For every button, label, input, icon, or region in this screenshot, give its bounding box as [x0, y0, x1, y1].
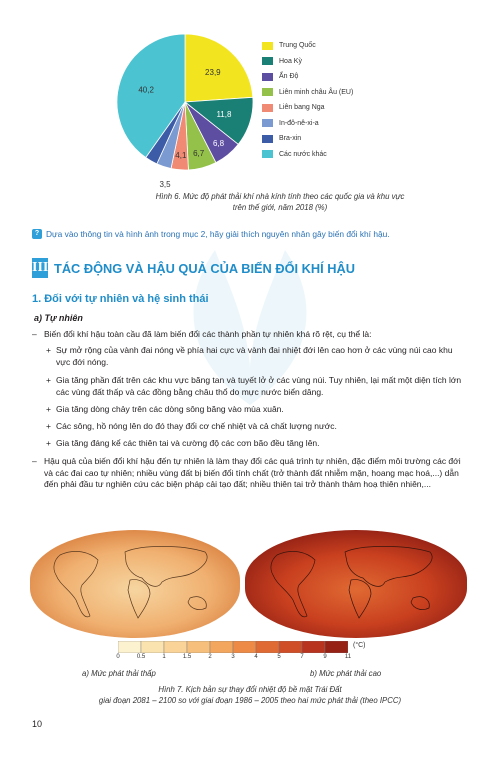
- figure6-caption: [150, 191, 410, 213]
- colorbar-cell: [164, 641, 187, 653]
- colorbar-tick-label: 5: [277, 654, 281, 660]
- page-number: 10: [32, 719, 43, 729]
- bullet-4: [46, 421, 462, 433]
- pie-legend: [262, 38, 392, 162]
- legend-label: Ấn Độ: [279, 73, 299, 81]
- legend-item: [262, 38, 392, 54]
- legend-label: Các nước khác: [279, 150, 327, 158]
- colorbar-unit: (°C): [353, 642, 366, 649]
- bullet-3-text: Gia tăng dòng chảy trên các dòng sông băng vào mùa xuân.: [56, 404, 284, 414]
- pie-data-label: 6,8: [212, 139, 225, 149]
- pie-data-label: 40,2: [138, 85, 154, 95]
- colorbar-tick-label: 0.5: [136, 654, 146, 660]
- figure7-caption: [30, 684, 470, 706]
- colorbar-cell: [279, 641, 302, 653]
- colorbar-ticks: [116, 654, 352, 663]
- legend-label: Liên minh châu Âu (EU): [279, 88, 354, 96]
- temperature-colorbar: [118, 641, 348, 653]
- section-number: III: [32, 258, 48, 278]
- plus-marker: +: [46, 375, 51, 385]
- plus-marker: +: [46, 421, 51, 431]
- legend-item: [262, 131, 392, 147]
- bullet-1: [46, 345, 462, 368]
- colorbar-tick-label: 11: [344, 654, 352, 660]
- bullet-3: [46, 404, 462, 416]
- colorbar-cell: [118, 641, 141, 653]
- pie-data-label: 3,5: [159, 180, 171, 189]
- section-title: TÁC ĐỘNG VÀ HẬU QUẢ CỦA BIẾN ĐỔI KHÍ HẬU: [54, 260, 355, 276]
- colorbar-tick-label: 4: [254, 654, 258, 660]
- figure6-caption-line1: Hình 6. Mức độ phát thải khí nhà kính tính theo các quốc gia và khu vực: [155, 192, 405, 201]
- legend-swatch: [262, 42, 273, 50]
- colorbar-cell: [256, 641, 279, 653]
- map-b-label: b) Mức phát thải cao: [310, 669, 382, 678]
- legend-label: In-đô-nê-xi-a: [279, 119, 319, 127]
- subsubsection-title: a) Tự nhiên: [34, 313, 83, 323]
- map-high-emission: [245, 530, 467, 638]
- paragraph-1-text: Biến đổi khí hậu toàn cầu đã làm biến đổi các thành phần tự nhiên khá rõ rệt, cụ thể là:: [44, 329, 372, 339]
- legend-label: Bra-xin: [279, 135, 302, 143]
- question-icon: ?: [32, 229, 42, 239]
- bullet-5: [46, 438, 462, 450]
- legend-swatch: [262, 135, 273, 143]
- colorbar-tick-label: 0: [116, 654, 120, 660]
- pie-data-label: 23,9: [205, 68, 221, 78]
- legend-item: [262, 85, 392, 101]
- figure7-caption-line2: giai đoạn 2081 – 2100 so với giai đoạn 1986 – 2005 theo hai mức phát thải (theo IPCC): [98, 696, 402, 705]
- legend-swatch: [262, 104, 273, 112]
- plus-marker: +: [46, 404, 51, 414]
- pie-data-label: 4,1: [175, 150, 187, 160]
- colorbar-cell: [187, 641, 210, 653]
- paragraph-2: [32, 456, 462, 491]
- bullet-5-text: Gia tăng đáng kể các thiên tai và cường độ các cơn bão đều tăng lên.: [56, 438, 320, 448]
- colorbar-tick-label: 1.5: [182, 654, 192, 660]
- colorbar-tick-label: 7: [300, 654, 304, 660]
- figure7-caption-line1: Hình 7. Kịch bản sự thay đổi nhiệt độ bề mặt Trái Đất: [158, 685, 342, 694]
- colorbar-tick-label: 2: [208, 654, 212, 660]
- dash-marker: –: [32, 456, 37, 466]
- question-box: [32, 229, 472, 239]
- legend-label: Hoa Kỳ: [279, 57, 302, 65]
- legend-item: [262, 69, 392, 85]
- bullet-1-text: Sự mở rộng của vành đai nóng về phía hai cực và vành đai nhiệt đới lên cao hơn ở các vùng núi cao khu vực đới nóng.: [56, 345, 453, 367]
- bullet-2-text: Gia tăng phần đất trên các khu vực băng tan và tuyết lở ở các vùng núi. Tuy nhiên, lại mất một diện tích lớn các vùng đất thấp và các đồng bằng châu thổ do mực nước biển dâng.: [56, 375, 462, 397]
- colorbar-cell: [141, 641, 164, 653]
- bullet-2: [46, 375, 462, 398]
- legend-swatch: [262, 88, 273, 96]
- colorbar-cell: [325, 641, 348, 653]
- legend-item: [262, 147, 392, 163]
- emission-pie-chart: [115, 32, 255, 189]
- map-a-label: a) Mức phát thải thấp: [82, 669, 156, 678]
- pie-data-label: 11,8: [216, 110, 232, 120]
- legend-label: Trung Quốc: [279, 42, 316, 50]
- map-low-emission: [30, 530, 240, 638]
- paragraph-1: [32, 329, 462, 341]
- colorbar-tick-label: 3: [231, 654, 235, 660]
- colorbar-cell: [210, 641, 233, 653]
- plus-marker: +: [46, 438, 51, 448]
- section-heading: [32, 258, 355, 278]
- figure6-caption-line2: trên thế giới, năm 2018 (%): [232, 203, 328, 212]
- colorbar-tick-label: 1: [162, 654, 166, 660]
- colorbar-cell: [302, 641, 325, 653]
- plus-marker: +: [46, 345, 51, 355]
- dash-marker: –: [32, 329, 37, 339]
- legend-swatch: [262, 119, 273, 127]
- legend-label: Liên bang Nga: [279, 104, 325, 112]
- bullet-4-text: Các sông, hồ nóng lên do đó thay đổi cơ chế nhiệt và cả chất lượng nước.: [56, 421, 337, 431]
- legend-item: [262, 54, 392, 70]
- pie-data-label: 6,7: [193, 149, 205, 159]
- legend-swatch: [262, 57, 273, 65]
- legend-item: [262, 100, 392, 116]
- legend-item: [262, 116, 392, 132]
- subsection-title: 1. Đối với tự nhiên và hệ sinh thái: [32, 293, 209, 305]
- legend-swatch: [262, 150, 273, 158]
- colorbar-tick-label: 9: [323, 654, 327, 660]
- legend-swatch: [262, 73, 273, 81]
- colorbar-cell: [233, 641, 256, 653]
- question-text: Dựa vào thông tin và hình ảnh trong mục 2, hãy giải thích nguyên nhân gây biến đổi khí hậu.: [46, 229, 390, 239]
- paragraph-2-text: Hậu quả của biến đổi khí hậu đến tự nhiên là làm thay đổi các quá trình tự nhiên, đặc điểm môi trường các đới và các đai cao tự nhiên; nhiều vùng đất bị biến đổi tính chất (trở thành đất nhiễm mặn, hoang mạc hoá,...) dẫn đến phải đầu tư nghiên cứu các biện pháp cải tạo đất; nhiều thiên tai trở thành thảm hoạ thiên nhiên,...: [44, 456, 461, 489]
